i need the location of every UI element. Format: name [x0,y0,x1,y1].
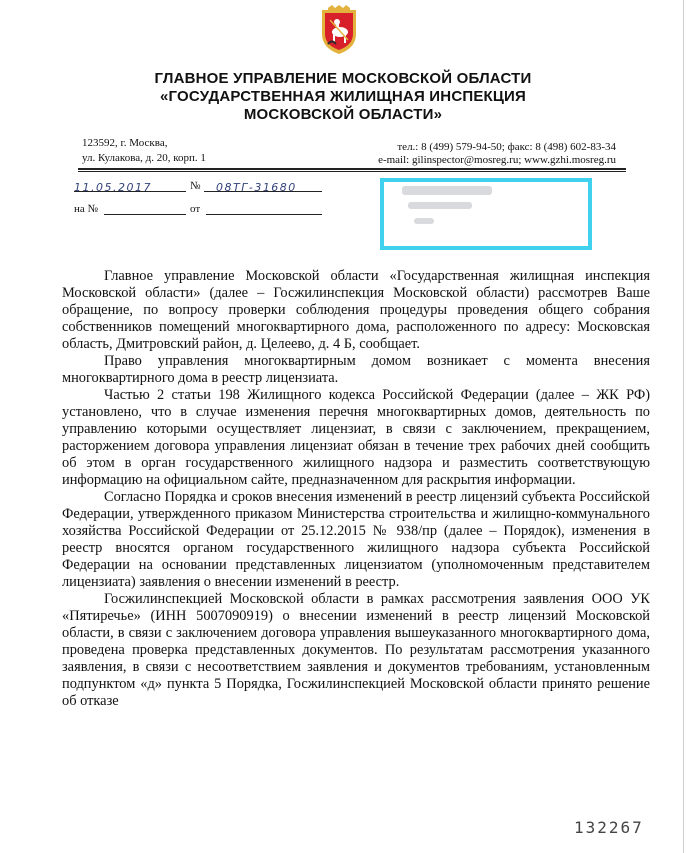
number-field [204,178,322,192]
reply-date-field [206,201,322,215]
body-paragraph-2: Право управления многоквартирным домом возникает с момента внесения многоквартирного дома в реестр лицензиата. [62,353,650,386]
document-id-number: 132267 [574,818,644,837]
from-label: от [190,203,201,215]
body-paragraph-4: Согласно Порядка и сроков внесения изменений в реестр лицензий субъекта Российской Федерации, утвержденного приказом Министерства строительства и жилищно-коммунального хозяйства Российской Федерации от 25.12.2015 № 938/пр (далее – Порядок), изменения в реестр вносятся органом государственного жилищного надзора субъекта Российской Федерации на основании представленных лицензиатом (уполномоченным представителем лицензиата) заявления о внесении изменений в реестр. [62,489,650,590]
handwritten-date: 11.05.2017 [74,181,152,194]
letter-body [62,268,650,710]
org-name-line3: МОСКОВСКОЙ ОБЛАСТИ» [243,106,443,123]
coat-of-arms-emblem [318,4,360,56]
page-edge [683,0,684,853]
org-name-line1: ГЛАВНОЕ УПРАВЛЕНИЕ МОСКОВСКОЙ ОБЛАСТИ [154,70,532,87]
address-line2: ул. Кулакова, д. 20, корп. 1 [82,152,206,164]
body-paragraph-3: Частью 2 статьи 198 Жилищного кодекса Российской Федерации (далее – ЖК РФ) установлено, что в случае изменения перечня многоквартирных домов, деятельность по управлению которыми осуществляет лицензиат, в связи с заключением, прекращением, расторжением договора управления лицензиат обязан в течение трех рабочих дней сообщить об этом в орган государственного жилищного надзора и разместить соответствующую информацию на официальном сайте, предназначенном для раскрытия информации. [62,387,650,488]
email-line: e-mail: gilinspector@mosreg.ru; www.gzhi.mosreg.ru [378,154,616,166]
date-field [74,178,186,192]
phone-line: тел.: 8 (499) 579-94-50; факс: 8 (498) 602-83-34 [397,141,616,153]
header-divider-thick [78,168,626,170]
handwritten-number: 08ТГ-31680 [216,181,297,194]
address-line1: 123592, г. Москва, [82,137,168,149]
reply-number-field [104,201,186,215]
header-divider-thin [78,171,626,172]
org-name-line2: «ГОСУДАРСТВЕННАЯ ЖИЛИЩНАЯ ИНСПЕКЦИЯ [159,88,527,105]
redacted-recipient-box [380,178,592,250]
body-paragraph-1: Главное управление Московской области «Государственная жилищная инспекция Московской области» (далее – Госжилинспекция Московской области) рассмотрев Ваше обращение, по вопросу проверки соблюдения процедуры проведения общего собрания собственников помещений многоквартирного дома, расположенного по адресу: Московская область, Дмитровский район, д. Целеево, д. 4 Б, сообщает. [62,268,650,352]
body-paragraph-5: Госжилинспекцией Московской области в рамках рассмотрения заявления ООО УК «Пятиречье» (ИНН 5007090919) о внесении изменений в реестр лицензий Московской области, в связи с заключением договора управления вышеуказанного многоквартирного дома, проведена проверка представленных документов. По результатам рассмотрения указанного заявления, в связи с несоответствием заявления и документов требованиям, установленным подпунктом «д» пункта 5 Порядка, Госжилинспекцией Московской области принято решение об отказе [62,591,650,709]
reply-to-label: на № [74,203,99,215]
number-label: № [190,180,201,192]
